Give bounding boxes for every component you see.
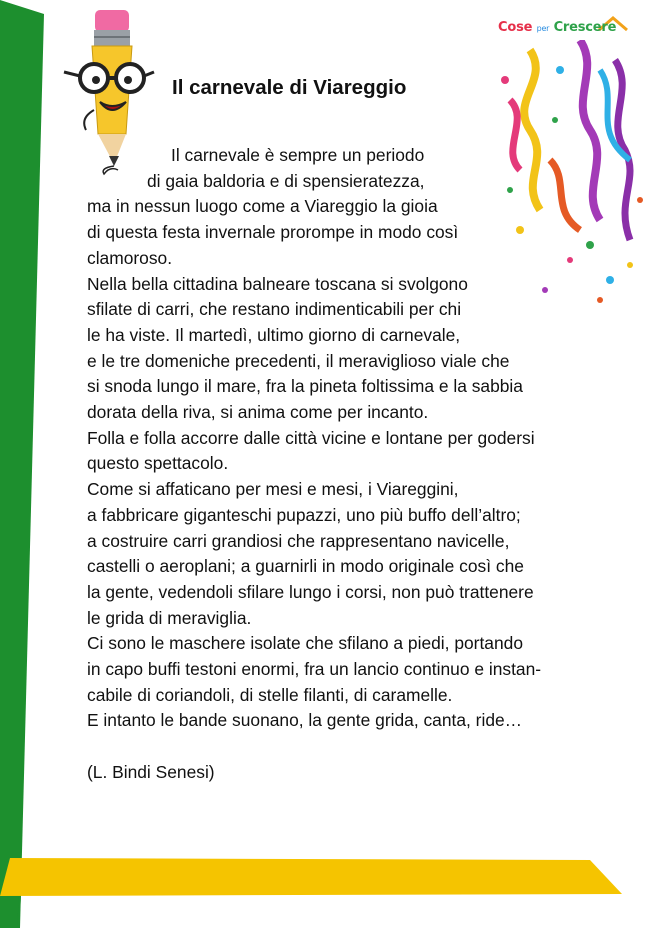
text-line: a fabbricare giganteschi pupazzi, uno più buffo dell’altro; — [87, 504, 521, 525]
page-title: Il carnevale di Viareggio — [172, 76, 407, 99]
text-line: clamoroso. — [87, 247, 173, 268]
text-line: questo spettacolo. — [87, 453, 229, 474]
text-line: castelli o aeroplani; a guarnirli in modo originale così che — [87, 556, 524, 577]
text-line: le ha viste. Il martedì, ultimo giorno di carnevale, — [87, 324, 461, 345]
text-line: le grida di meraviglia. — [87, 607, 252, 628]
yellow-bottom-band — [0, 840, 650, 928]
text-line: Ci sono le maschere isolate che sfilano a piedi, portando — [87, 633, 523, 654]
text-line: E intanto le bande suonano, la gente grida, canta, ride… — [87, 710, 523, 731]
poem-text — [87, 143, 627, 734]
brand-logo — [498, 20, 638, 42]
text-line: Come si affaticano per mesi e mesi, i Viareggini, — [87, 479, 459, 500]
text-line: sfilate di carri, che restano indimenticabili per chi — [87, 299, 462, 320]
text-line: si snoda lungo il mare, fra la pineta foltissima e la sabbia — [87, 376, 523, 397]
text-line: di questa festa invernale prorompe in modo così — [87, 222, 459, 243]
text-line: Folla e folla accorre dalle città vicine e lontane per godersi — [87, 427, 535, 448]
text-line: a costruire carri grandiosi che rappresentano navicelle, — [87, 530, 510, 551]
text-line: in capo buffi testoni enormi, fra un lancio continuo e instan- — [87, 659, 542, 680]
text-line: Il carnevale è sempre un periodo — [171, 145, 425, 165]
text-line: cabile di coriandoli, di stelle filanti, di caramelle. — [87, 684, 453, 705]
text-line: di gaia baldoria e di spensieratezza, — [147, 170, 425, 191]
text-line: ma in nessun luogo come a Viareggio la gioia — [87, 196, 438, 217]
text-line: la gente, vedendoli sfilare lungo i corsi, non può trattenere — [87, 581, 534, 602]
logo-word-1: Cose — [498, 20, 533, 35]
text-line: Nella bella cittadina balneare toscana si svolgono — [87, 273, 468, 294]
logo-word-3: Crescere — [553, 20, 617, 35]
text-line: dorata della riva, si anima come per incanto. — [87, 402, 429, 423]
logo-word-2: per — [536, 24, 550, 33]
text-line: e le tre domeniche precedenti, il meraviglioso viale che — [87, 350, 510, 371]
author-credit: (L. Bindi Senesi) — [87, 762, 215, 782]
